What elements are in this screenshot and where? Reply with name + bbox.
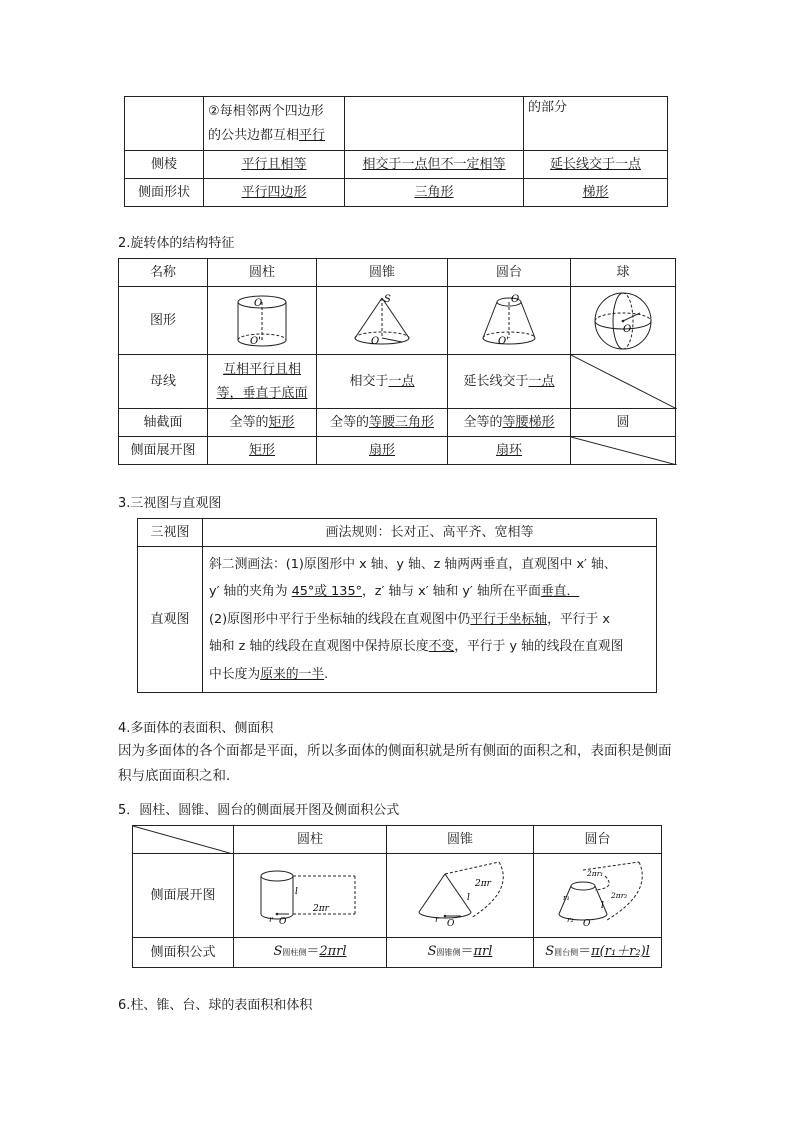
text: 2πrl <box>319 944 347 959</box>
text: ＝ <box>460 944 474 959</box>
text: 矩形 <box>268 414 295 430</box>
label: O <box>623 323 632 335</box>
cell <box>317 437 448 465</box>
text: S <box>427 944 437 959</box>
text: 平行四边形 <box>241 184 307 200</box>
cell <box>208 409 317 437</box>
text: 相交于一点但不一定相等 <box>362 156 506 172</box>
label: r₂ <box>566 914 574 924</box>
cell: 画法规则：长对正、高平齐、宽相等 <box>203 519 657 547</box>
lateral-area-table <box>132 825 662 968</box>
cone-unfold-figure <box>405 860 515 932</box>
label: 2πr <box>313 903 329 914</box>
text: 矩形 <box>248 442 275 458</box>
cell <box>345 179 524 207</box>
text: 平行于坐标轴 <box>470 611 548 627</box>
text: ＝ <box>578 944 592 959</box>
cell <box>524 151 668 179</box>
label: O <box>254 297 263 309</box>
cell: 圆 <box>571 409 676 437</box>
cylinder-formula <box>234 938 387 968</box>
text: ，平行于 x <box>547 611 610 627</box>
cylinder-unfold-figure <box>255 864 365 928</box>
text: S <box>545 944 555 959</box>
cell <box>345 151 524 179</box>
text: 等腰梯形 <box>502 414 555 430</box>
label: l <box>600 900 604 911</box>
label: O' <box>498 335 509 347</box>
row-label: 侧棱 <box>125 151 204 179</box>
cell <box>524 179 668 207</box>
text: 不变 <box>428 639 455 655</box>
frustum-formula <box>534 938 662 968</box>
text: 全等的 <box>463 414 503 430</box>
label: r <box>435 914 439 924</box>
text: 的公共边都互相 <box>208 127 300 143</box>
label: 2πr₁ <box>586 868 603 878</box>
section-title: 5．圆柱、圆锥、圆台的侧面展开图及侧面积公式 <box>118 803 400 818</box>
cylinder-unfold-cell <box>234 854 387 938</box>
row-label: 侧面积公式 <box>133 938 234 968</box>
text: 轴和 z 轴的线段在直观图中保持原长度 <box>209 639 429 655</box>
rotational-bodies-table <box>118 258 676 465</box>
frustum-faces-cell <box>524 97 668 151</box>
label: r₁ <box>562 892 570 902</box>
text: 互相平行且相 <box>222 361 301 377</box>
cell-empty <box>125 97 204 151</box>
cell <box>448 437 571 465</box>
cone-formula <box>387 938 534 968</box>
cell <box>204 179 345 207</box>
cell <box>208 437 317 465</box>
header-cell: 圆锥 <box>317 259 448 287</box>
cell <box>448 409 571 437</box>
cell <box>317 409 448 437</box>
diagonal-empty-cell <box>571 437 676 465</box>
label: O <box>447 918 455 929</box>
header-cell: 球 <box>571 259 676 287</box>
row-label: 图形 <box>119 287 208 355</box>
text: 平行且相等 <box>241 156 307 172</box>
text: 的部分 <box>528 100 568 115</box>
text: 中长度为 <box>209 666 261 682</box>
prism-faces-cell <box>204 97 345 151</box>
polyhedra-table <box>124 96 668 207</box>
sphere-figure <box>590 290 656 352</box>
row-label: 母线 <box>119 355 208 409</box>
text: 等，垂直于底面 <box>216 385 308 401</box>
label: l <box>467 892 470 903</box>
cell <box>317 355 448 409</box>
label: O <box>279 916 287 927</box>
row-label: 侧面展开图 <box>119 437 208 465</box>
section-title: 3.三视图与直观图 <box>118 496 222 511</box>
text: 全等的 <box>229 414 269 430</box>
text: ②每相邻两个四边形 <box>208 103 324 119</box>
text: 扇环 <box>495 442 522 458</box>
label: O <box>371 335 380 347</box>
text: 原来的一半 <box>260 666 325 682</box>
cone-unfold-cell <box>387 854 534 938</box>
text: 三角形 <box>414 184 454 200</box>
text: 一点 <box>388 373 415 389</box>
text: 圆锥侧 <box>436 948 461 957</box>
label: O <box>511 293 520 305</box>
text: 斜二测画法：(1)原图形中 x 轴、y 轴、z 轴两两垂直，直观图中 x′ 轴、 <box>209 556 617 572</box>
cell <box>204 151 345 179</box>
section-title: 2.旋转体的结构特征 <box>118 236 235 251</box>
cell <box>208 355 317 409</box>
text: . <box>324 666 329 682</box>
text: 相交于 <box>349 373 389 389</box>
text: 垂直． <box>540 584 580 600</box>
text: 45°或 135° <box>291 584 362 600</box>
section-title: 4.多面体的表面积、侧面积 <box>118 721 274 736</box>
diagonal-header-cell <box>133 826 234 854</box>
label: 2πr <box>475 878 491 889</box>
text: ，z′ 轴与 x′ 轴和 y′ 轴所在平面 <box>361 584 541 600</box>
text: 等腰三角形 <box>369 414 435 430</box>
cylinder-figure-cell <box>208 287 317 355</box>
cone-figure-cell <box>317 287 448 355</box>
header-cell: 圆台 <box>448 259 571 287</box>
header-cell: 名称 <box>119 259 208 287</box>
text: 圆柱侧 <box>282 948 307 957</box>
paragraph: 因为多面体的各个面都是平面，所以多面体的侧面积就是所有侧面的面积之和，表面积是侧面积与底面面积之和． <box>118 743 672 784</box>
diagonal-line <box>571 355 677 409</box>
label: O <box>582 918 590 929</box>
header-cell: 圆锥 <box>387 826 534 854</box>
text: 圆台侧 <box>554 948 579 957</box>
row-label: 三视图 <box>138 519 203 547</box>
label: O' <box>250 335 261 347</box>
sphere-figure-cell <box>571 287 676 355</box>
text: π(r₁＋r₂)l <box>591 944 650 959</box>
frustum-figure <box>476 292 542 350</box>
text: 延长线交于一点 <box>549 156 641 172</box>
text: 全等的 <box>329 414 369 430</box>
diagonal-line <box>571 437 677 465</box>
cell <box>448 355 571 409</box>
frustum-figure-cell <box>448 287 571 355</box>
text: 延长线交于 <box>463 373 529 389</box>
row-label: 直观图 <box>138 547 203 693</box>
text: (2)原图形中平行于坐标轴的线段在直观图中仍 <box>209 611 471 627</box>
row-label: 侧面展开图 <box>133 854 234 938</box>
header-cell: 圆台 <box>534 826 662 854</box>
cylinder-figure <box>232 292 292 350</box>
label: 2πr₂ <box>610 890 627 900</box>
text: 平行 <box>299 127 326 143</box>
cone-figure <box>347 292 417 350</box>
label: S <box>384 293 391 305</box>
label: l <box>295 886 298 897</box>
oblique-drawing-cell <box>203 547 657 693</box>
cell-empty <box>345 97 524 151</box>
header-cell: 圆柱 <box>208 259 317 287</box>
section-title: 6.柱、锥、台、球的表面积和体积 <box>118 998 313 1013</box>
three-views-table <box>137 518 657 693</box>
frustum-unfold-cell <box>534 854 662 938</box>
diagonal-empty-cell <box>571 355 676 409</box>
text: ＝ <box>306 944 320 959</box>
text: πrl <box>473 944 493 959</box>
diagonal-line <box>133 826 233 854</box>
row-label: 轴截面 <box>119 409 208 437</box>
text: 梯形 <box>582 184 609 200</box>
text: 扇形 <box>368 442 395 458</box>
header-cell: 圆柱 <box>234 826 387 854</box>
text: y′ 轴的夹角为 <box>209 584 292 600</box>
row-label: 侧面形状 <box>125 179 204 207</box>
text: ，平行于 y 轴的线段在直观图 <box>454 639 624 655</box>
frustum-unfold-figure <box>543 860 653 932</box>
text: S <box>273 944 283 959</box>
label: r <box>269 914 273 924</box>
text: 一点 <box>528 373 555 389</box>
